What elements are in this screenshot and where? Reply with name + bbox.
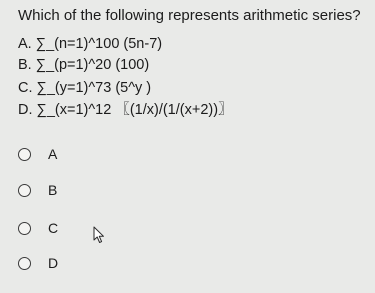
expression-b: B. ∑_(p=1)^20 (100) bbox=[18, 57, 150, 73]
question-text: Which of the following represents arithmetic series? bbox=[18, 7, 361, 24]
choice-d[interactable] bbox=[18, 253, 58, 273]
choice-c[interactable] bbox=[18, 218, 58, 238]
radio-button-a[interactable] bbox=[18, 148, 31, 161]
choice-a[interactable] bbox=[18, 144, 57, 164]
radio-button-d[interactable] bbox=[18, 257, 31, 270]
expression-d: D. ∑_(x=1)^12 〖(1/x)/(1/(x+2))〗 bbox=[18, 102, 233, 118]
expression-c: C. ∑_(y=1)^73 (5^y ) bbox=[18, 80, 152, 96]
mouse-pointer-icon bbox=[93, 226, 105, 244]
choice-label-c: C bbox=[48, 220, 59, 236]
expression-a: A. ∑_(n=1)^100 (5n-7) bbox=[18, 36, 163, 52]
radio-button-b[interactable] bbox=[18, 184, 31, 197]
choice-label-b: B bbox=[48, 182, 58, 198]
choice-b[interactable] bbox=[18, 180, 57, 200]
choice-label-a: A bbox=[48, 146, 58, 162]
radio-button-c[interactable] bbox=[18, 222, 31, 235]
choice-label-d: D bbox=[48, 255, 59, 271]
